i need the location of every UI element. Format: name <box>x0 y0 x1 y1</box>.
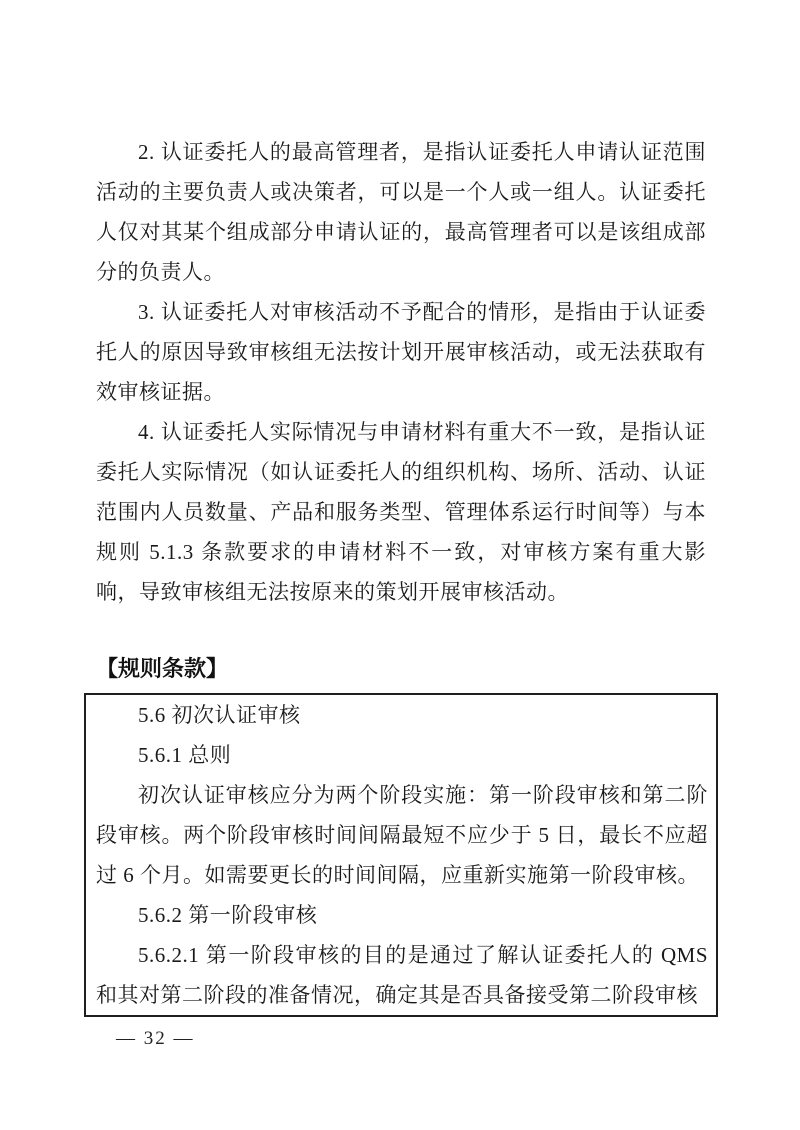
body-paragraph: 4. 认证委托人实际情况与申请材料有重大不一致，是指认证委托人实际情况（如认证委托人的组织机构、场所、活动、认证范围内人员数量、产品和服务类型、管理体系运行时间等）与本规则 5.1.3 条款要求的申请材料不一致，对审核方案有重大影响，导致审核组无法按原来的策划开展审核活动。 <box>96 420 706 604</box>
rule-clause-paragraph: 5.6.2.1 第一阶段审核的目的是通过了解认证委托人的 QMS 和其对第二阶段的准备情况，确定其是否具备接受第二阶段审核 <box>96 943 708 1007</box>
rule-section-heading: 【规则条款】 <box>96 656 229 681</box>
rule-clause-paragraph: 5.6.1 总则 <box>138 743 232 767</box>
rule-clause-paragraph: 初次认证审核应分为两个阶段实施：第一阶段审核和第二阶段审核。两个阶段审核时间间隔最短不应少于 5 日，最长不应超过 6 个月。如需要更长的时间间隔，应重新实施第一阶段审核。 <box>96 783 708 887</box>
body-paragraph: 2. 认证委托人的最高管理者，是指认证委托人申请认证范围活动的主要负责人或决策者，可以是一个人或一组人。认证委托人仅对其某个组成部分申请认证的，最高管理者可以是该组成部分的负责人。 <box>96 140 706 284</box>
rule-clause-box <box>84 693 718 1017</box>
page-content <box>96 132 706 1053</box>
definitions-section <box>96 132 706 612</box>
body-paragraph: 3. 认证委托人对审核活动不予配合的情形，是指由于认证委托人的原因导致审核组无法按计划开展审核活动，或无法获取有效审核证据。 <box>96 300 706 404</box>
rule-clause-paragraph: 5.6 初次认证审核 <box>138 703 301 727</box>
page-number: — 32 — <box>116 1028 195 1049</box>
rule-clause-paragraph: 5.6.2 第一阶段审核 <box>138 903 318 927</box>
